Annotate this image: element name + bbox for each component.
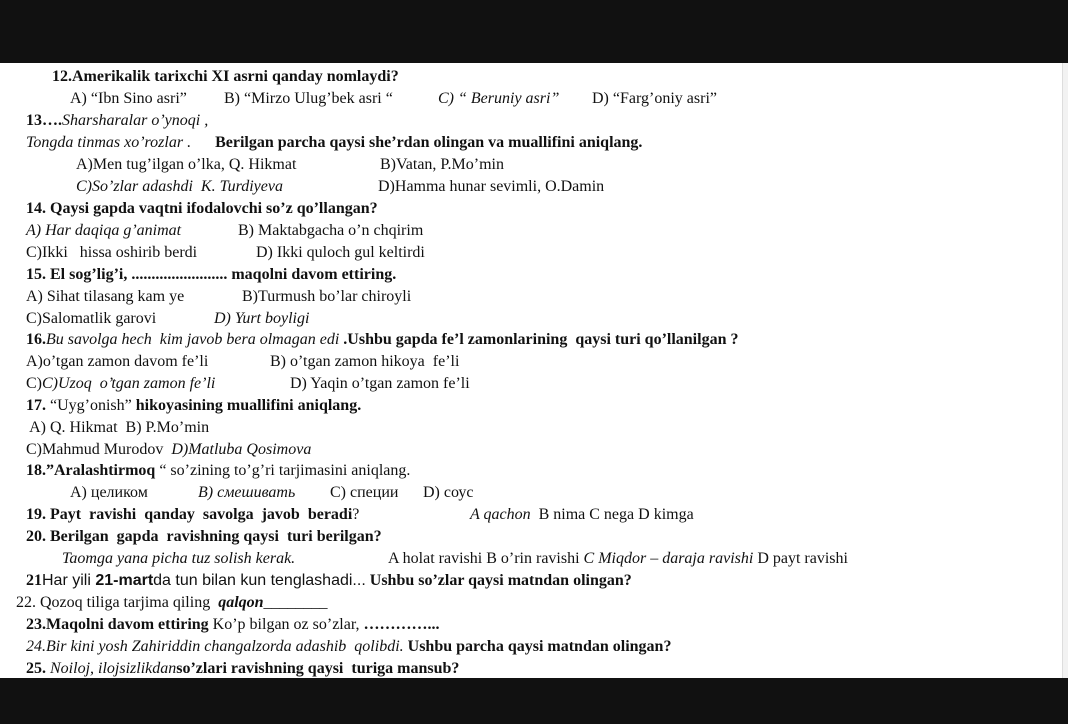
q16-title xyxy=(26,330,738,350)
q18-option-b: B) смешивать xyxy=(198,484,296,501)
q17-options-ab: A) Q. Hikmat B) P.Mo’min xyxy=(26,419,210,436)
q12-option-c: C) “ Beruniy asri” xyxy=(438,90,560,107)
q17-option-d: D)Matluba Qosimova xyxy=(171,441,312,458)
q25-number: 25. xyxy=(26,660,50,677)
q15-option-a: A) Sihat tilasang kam ye xyxy=(26,288,185,305)
q13-question: Berilgan parcha qaysi she’rdan olingan va muallifini aniqlang. xyxy=(215,134,643,151)
q25-words: Noiloj, ilojsizlikdan xyxy=(50,660,177,677)
q16-option-b: B) o’tgan zamon hikoya fe’li xyxy=(270,353,460,370)
q24-question: Ushbu parcha qaysi matndan olingan? xyxy=(403,638,672,655)
q15-title: 15. El sog’lig’i, ........................ maqolni davom ettiring. xyxy=(26,266,397,283)
q18-option-c: C) специи xyxy=(330,484,399,501)
q20-options xyxy=(388,549,848,569)
q13-quote-line2 xyxy=(26,133,642,153)
q21-text-1: Har yili xyxy=(42,572,96,589)
q13-quote-text: Tongda tinmas xo’rozlar . xyxy=(26,134,192,151)
q24-sentence: 24.Bir kini yosh Zahiriddin changalzorda adashib qolibdi. xyxy=(26,638,404,655)
bottom-black-bar xyxy=(0,678,1068,724)
q16-option-c: C)C)Uzoq o’tgan zamon fe’li xyxy=(26,375,216,392)
q20-option-d: D payt ravishi xyxy=(753,550,848,567)
q22-word: qalqon xyxy=(218,594,264,611)
q16-question: .Ushbu gapda fe’l zamonlarining qaysi turi qo’llanilgan ? xyxy=(339,331,739,348)
q12-title: 12.Amerikalik tarixchi XI asrni qanday nomlaydi? xyxy=(52,68,399,85)
q16-option-c-text: C)Uzoq o’tgan zamon fe’li xyxy=(42,375,216,392)
q14-option-c: C)Ikki hissa oshirib berdi xyxy=(26,244,198,261)
q16-number: 16. xyxy=(26,331,46,348)
q13-option-d: D)Hamma hunar sevimli, O.Damin xyxy=(378,178,605,195)
q15-option-d: D) Yurt boyligi xyxy=(214,310,310,327)
q17-question: hikoyasining muallifini aniqlang. xyxy=(135,397,362,414)
q19-option-a: A qachon xyxy=(470,506,531,523)
q22-question: 22. Qozoq tiligа tarjima qiling xyxy=(16,594,219,611)
q18-word: 18.”Aralashtirmoq xyxy=(26,462,156,479)
q25-title xyxy=(26,659,459,679)
q16-option-d: D) Yaqin o’tgan zamon fe’li xyxy=(290,375,470,392)
q12-option-b: B) “Mirzo Ulug’bek asri “ xyxy=(224,90,393,107)
q12-option-a: A) “Ibn Sino asri” xyxy=(70,90,187,107)
q18-option-d: D) соус xyxy=(423,484,474,501)
q23-title xyxy=(26,615,440,635)
q17-number: 17. xyxy=(26,397,50,414)
q20-sentence: Taomga yana picha tuz solish kerak. xyxy=(62,550,296,567)
top-black-bar xyxy=(0,0,1068,63)
q21-question: Ushbu so’zlar qaysi matndan olingan? xyxy=(365,572,632,589)
q21-text-date: 21-mart xyxy=(95,572,154,589)
q15-option-b: B)Turmush bo’lar chiroyli xyxy=(242,288,412,305)
q22-blank: ________ xyxy=(263,594,328,611)
q20-option-c: C Miqdor – daraja ravishi xyxy=(583,550,754,567)
q18-title xyxy=(26,461,410,481)
q13-option-c: C)So’zlar adashdi K. Turdiyeva xyxy=(76,178,283,195)
q17-story: “Uyg’onish” xyxy=(50,397,136,414)
q12-option-d: D) “Farg’oniy asri” xyxy=(592,90,717,107)
q14-option-d: D) Ikki quloch gul keltirdi xyxy=(256,244,425,261)
q18-question: “ so’zining to’g’ri tarjimasini aniqlang. xyxy=(155,462,411,479)
q19-options xyxy=(470,505,694,525)
q23-instruction: 23.Maqolni davom ettiring xyxy=(26,616,209,633)
q23-proverb: Ko’p bilgan oz so’zlar, xyxy=(208,616,364,633)
q13-heading xyxy=(26,111,208,131)
q13-number: 13…. xyxy=(26,112,62,129)
q25-question: so’zlari ravishning qaysi turiga mansub? xyxy=(176,660,460,677)
q20-title: 20. Berilgan gapda ravishning qaysi turi berilgan? xyxy=(26,528,382,545)
q19-title xyxy=(26,505,359,525)
q17-options-cd xyxy=(26,440,311,460)
q19-question-mark: ? xyxy=(352,506,360,523)
q19-options-bcd: B nima C nega D kimga xyxy=(530,506,694,523)
q13-option-b: B)Vatan, P.Mo’min xyxy=(380,156,504,173)
q19-question: 19. Payt ravishi qanday savolga javob beradi xyxy=(26,506,353,523)
q15-option-c: C)Salomatlik garovi xyxy=(26,310,157,327)
q18-option-a: A) целиком xyxy=(70,484,148,501)
q17-title xyxy=(26,396,361,416)
q16-option-a: A)o’tgan zamon davom fe’li xyxy=(26,353,209,370)
q23-dots: …………... xyxy=(363,616,440,633)
right-scrollbar[interactable] xyxy=(1062,63,1068,678)
q13-option-a: A)Men tug’ilgan o’lka, Q. Hikmat xyxy=(76,156,297,173)
q14-title: 14. Qaysi gapda vaqtni ifodalovchi so’z qo’llangan? xyxy=(26,200,378,217)
q20-options-ab: A holat ravishi B o’rin ravishi xyxy=(388,550,584,567)
q24-title xyxy=(26,637,671,657)
q21-number: 21 xyxy=(26,572,42,589)
q16-sentence: Bu savolga hech kim javob bera olmagan edi xyxy=(46,331,340,348)
q14-option-b: B) Maktabgacha o’n chqirim xyxy=(238,222,424,239)
q14-option-a: A) Har daqiqa g’animat xyxy=(26,222,182,239)
q13-quote-line1: Sharsharalar o’ynoqi , xyxy=(62,112,209,129)
q22-title xyxy=(16,593,328,613)
q21-text-2: da tun bilan kun tenglashadi... xyxy=(153,572,366,589)
q21-title xyxy=(26,571,632,591)
q17-option-c: C)Mahmud Murodov xyxy=(26,441,172,458)
